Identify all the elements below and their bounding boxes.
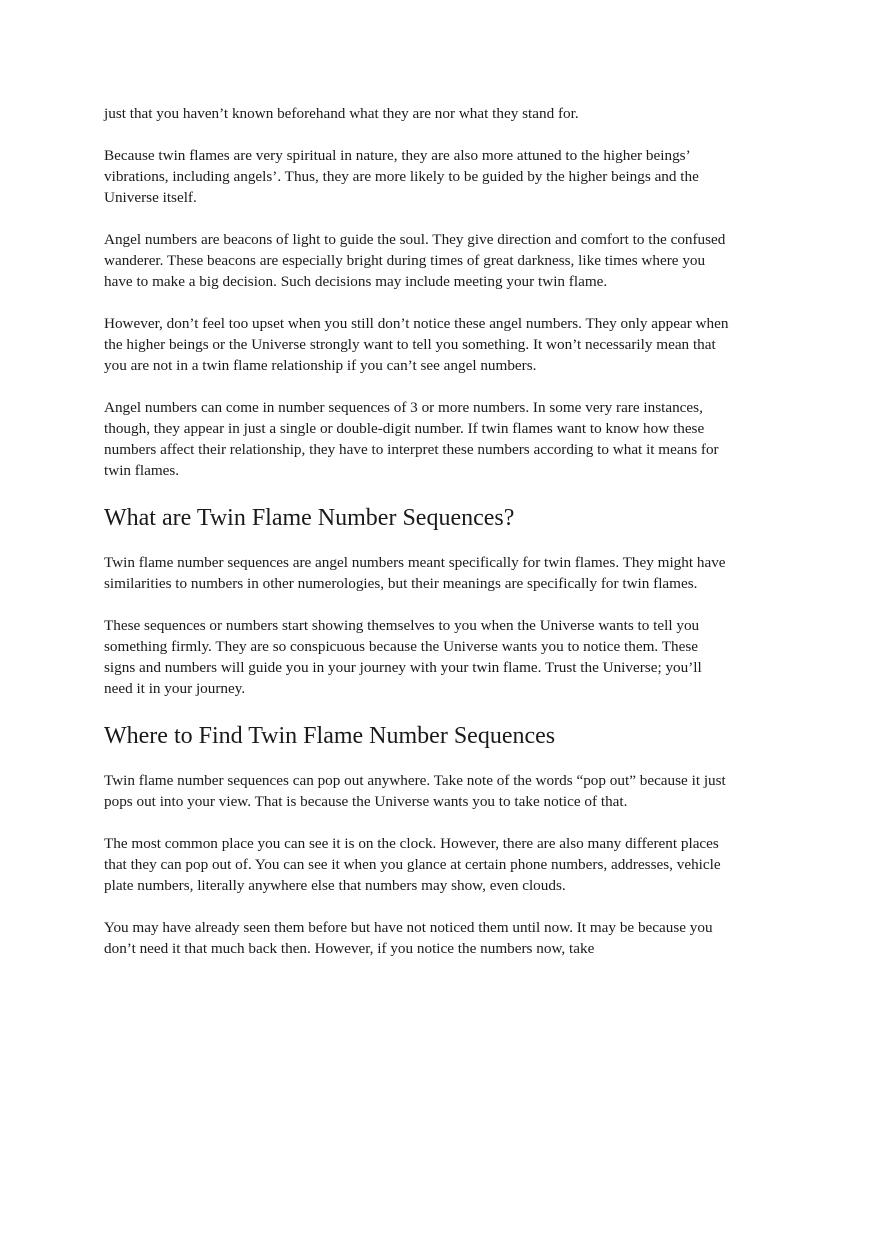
paragraph: Angel numbers are beacons of light to guide the soul. They give direction and comfort to the confused wanderer. These beacons are especially bright during times of great darkness, like times where you have to make a big decision. Such decisions may include meeting your twin flame. [104,231,726,290]
paragraph: Angel numbers can come in number sequences of 3 or more numbers. In some very rare instances, though, they appear in just a single or double-digit number. If twin flames want to know how these numbers affect their relationship, they have to interpret these numbers according to what it means for twin flames. [104,399,719,479]
paragraph: Twin flame number sequences are angel numbers meant specifically for twin flames. They might have similarities to numbers in other numerologies, but their meanings are specifically for twin flames. [104,554,726,592]
paragraph: Twin flame number sequences can pop out anywhere. Take note of the words “pop out” because it just pops out into your view. That is because the Universe wants you to take notice of that. [104,772,726,810]
document-page [104,103,729,959]
section-heading: What are Twin Flame Number Sequences? [104,505,515,531]
paragraph: These sequences or numbers start showing themselves to you when the Universe wants to tell you something firmly. They are so conspicuous because the Universe wants you to notice them. These signs and numbers will guide you in your journey with your twin flame. Trust the Universe; you’ll need it in your journey. [104,617,702,697]
paragraph: The most common place you can see it is on the clock. However, there are also many different places that they can pop out of. You can see it when you glance at certain phone numbers, addresses, vehicle plate numbers, literally anywhere else that numbers may show, even clouds. [104,835,721,894]
section-heading: Where to Find Twin Flame Number Sequences [104,723,556,749]
paragraph: just that you haven’t known beforehand what they are nor what they stand for. [104,105,579,122]
paragraph: You may have already seen them before but have not noticed them until now. It may be because you don’t need it that much back then. However, if you notice the numbers now, take [104,919,713,957]
paragraph: However, don’t feel too upset when you still don’t notice these angel numbers. They only appear when the higher beings or the Universe strongly want to tell you something. It won’t necessarily mean that you are not in a twin flame relationship if you can’t see angel numbers. [104,315,729,374]
paragraph: Because twin flames are very spiritual in nature, they are also more attuned to the higher beings’ vibrations, including angels’. Thus, they are more likely to be guided by the higher beings and the Universe itself. [104,147,699,206]
